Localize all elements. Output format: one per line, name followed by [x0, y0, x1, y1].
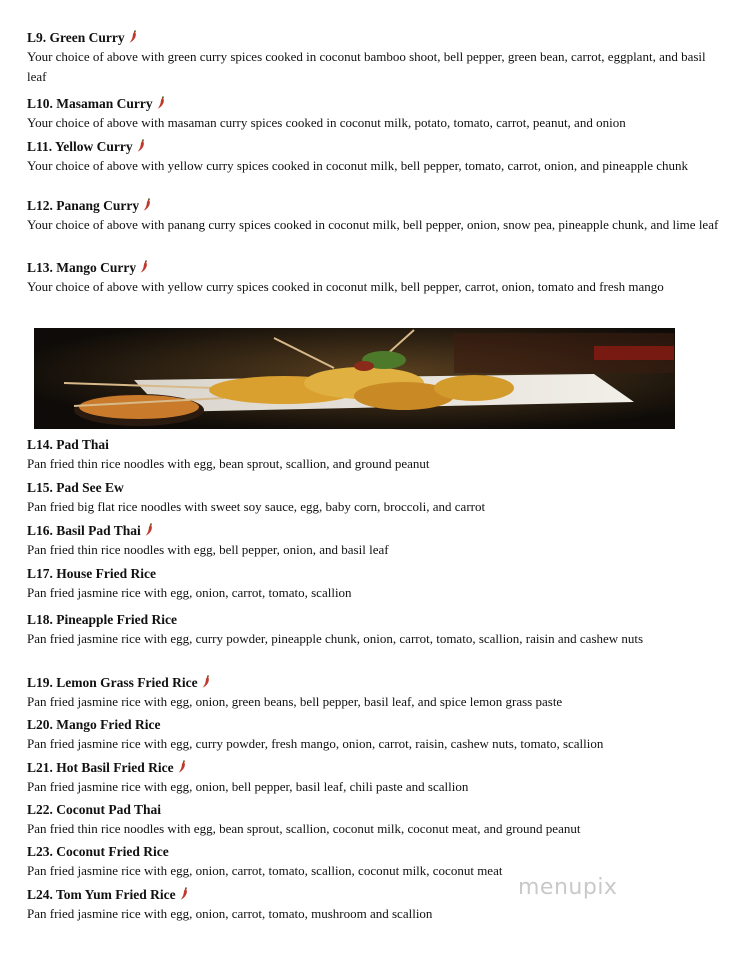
- item-description: Your choice of above with yellow curry spices cooked in coconut milk, bell pepper, carrot, onion, tomato and fresh mango: [27, 279, 664, 294]
- chili-icon: [156, 96, 167, 109]
- item-title: L16. Basil Pad Thai: [27, 522, 727, 540]
- menu-item: [27, 611, 727, 649]
- menu-item: [27, 197, 727, 235]
- food-banner-image: [34, 328, 675, 429]
- item-title: L14. Pad Thai: [27, 437, 109, 452]
- menu-item: [27, 138, 727, 176]
- chili-icon: [177, 760, 188, 773]
- menu-item: [27, 479, 727, 517]
- item-description: Pan fried thin rice noodles with egg, bean sprout, scallion, coconut milk, coconut meat, and ground peanut: [27, 821, 581, 836]
- item-title: L21. Hot Basil Fried Rice: [27, 759, 727, 777]
- item-description: Pan fried thin rice noodles with egg, bell pepper, onion, and basil leaf: [27, 542, 389, 557]
- chili-icon: [139, 260, 150, 273]
- chili-icon: [142, 198, 153, 211]
- item-title: L13. Mango Curry: [27, 259, 727, 277]
- menu-item: [27, 522, 727, 560]
- chili-icon: [179, 887, 190, 900]
- menu-item: [27, 259, 727, 297]
- menu-item: [27, 759, 727, 797]
- item-description: Pan fried jasmine rice with egg, curry powder, fresh mango, onion, carrot, raisin, cashew nuts, tomato, scallion: [27, 736, 604, 751]
- item-description: Pan fried jasmine rice with egg, onion, carrot, tomato, scallion: [27, 585, 352, 600]
- item-description: Pan fried jasmine rice with egg, onion, carrot, tomato, mushroom and scallion: [27, 906, 433, 921]
- item-description: Your choice of above with yellow curry spices cooked in coconut milk, bell pepper, tomato, carrot, onion, and pineapple chunk: [27, 158, 688, 173]
- item-title: L17. House Fried Rice: [27, 566, 156, 581]
- menu-item: [27, 886, 727, 924]
- menu-item: [27, 716, 727, 754]
- item-description: Pan fried thin rice noodles with egg, bean sprout, scallion, and ground peanut: [27, 456, 430, 471]
- menu-item: [27, 95, 727, 133]
- chili-icon: [136, 139, 147, 152]
- item-description: Pan fried big flat rice noodles with sweet soy sauce, egg, baby corn, broccoli, and carrot: [27, 499, 486, 514]
- menu-item: [27, 843, 727, 881]
- item-title: L23. Coconut Fried Rice: [27, 844, 169, 859]
- item-title: L24. Tom Yum Fried Rice: [27, 886, 727, 904]
- chili-icon: [128, 30, 139, 43]
- item-description: Pan fried jasmine rice with egg, curry powder, pineapple chunk, onion, carrot, tomato, scallion, raisin and cashew nuts: [27, 631, 644, 646]
- item-description: Pan fried jasmine rice with egg, onion, green beans, bell pepper, basil leaf, and spice lemon grass paste: [27, 694, 563, 709]
- item-description: Your choice of above with green curry spices cooked in coconut bamboo shoot, bell pepper, green bean, carrot, eggplant, and basil leaf: [27, 49, 706, 84]
- item-title: L10. Masaman Curry: [27, 95, 727, 113]
- menu-item: [27, 29, 727, 86]
- menupix-watermark: menupix: [518, 875, 618, 900]
- item-title: L19. Lemon Grass Fried Rice: [27, 674, 727, 692]
- menu-item: [27, 674, 727, 712]
- item-title: L12. Panang Curry: [27, 197, 727, 215]
- item-description: Pan fried jasmine rice with egg, onion, carrot, tomato, scallion, coconut milk, coconut meat: [27, 863, 503, 878]
- chili-icon: [144, 523, 155, 536]
- chili-icon: [201, 675, 212, 688]
- item-description: Your choice of above with panang curry spices cooked in coconut milk, bell pepper, onion, snow pea, pineapple chunk, and lime leaf: [27, 217, 719, 232]
- item-description: Your choice of above with masaman curry spices cooked in coconut milk, potato, tomato, carrot, peanut, and onion: [27, 115, 626, 130]
- item-title: L18. Pineapple Fried Rice: [27, 612, 177, 627]
- item-title: L9. Green Curry: [27, 29, 727, 47]
- menu-item: [27, 801, 727, 839]
- item-title: L15. Pad See Ew: [27, 480, 124, 495]
- item-title: L22. Coconut Pad Thai: [27, 802, 162, 817]
- menu-item: [27, 436, 727, 474]
- menu-item: [27, 565, 727, 603]
- item-description: Pan fried jasmine rice with egg, onion, bell pepper, basil leaf, chili paste and scallion: [27, 779, 469, 794]
- item-title: L20. Mango Fried Rice: [27, 717, 161, 732]
- item-title: L11. Yellow Curry: [27, 138, 727, 156]
